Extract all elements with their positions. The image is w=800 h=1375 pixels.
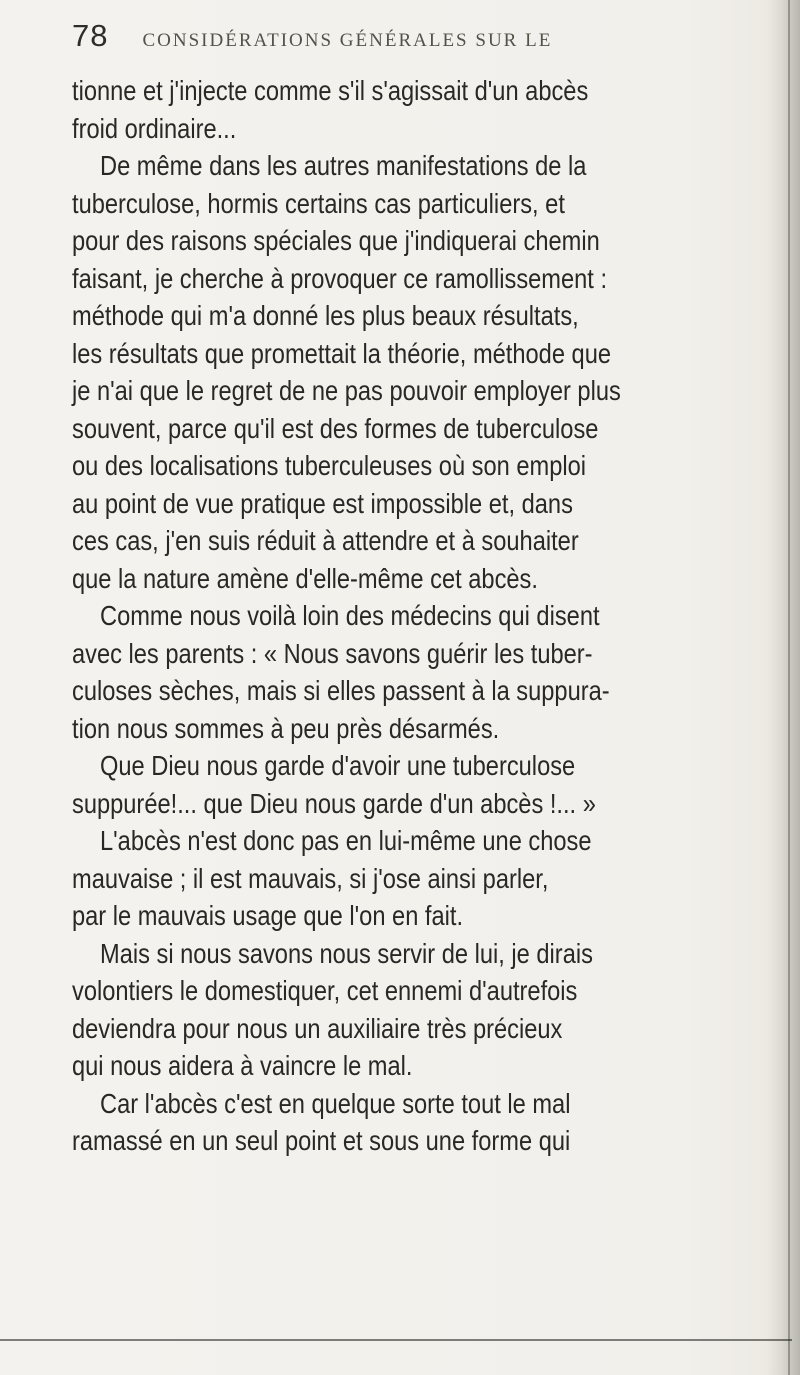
text-line-content: souvent, parce qu'il est des formes de tuberculose bbox=[72, 412, 599, 444]
text-line bbox=[72, 410, 722, 448]
text-line-content: tionne et j'injecte comme s'il s'agissait d'un abcès bbox=[72, 75, 589, 106]
page-edge-line bbox=[788, 0, 790, 1375]
text-line bbox=[72, 1010, 722, 1048]
text-line bbox=[72, 597, 722, 635]
text-line bbox=[72, 822, 722, 860]
page-edge-shadow bbox=[766, 0, 800, 1375]
text-line-content: ces cas, j'en suis réduit à attendre et à souhaiter bbox=[72, 525, 579, 556]
text-line bbox=[72, 710, 722, 748]
text-line-content: les résultats que promettait la théorie, méthode que bbox=[72, 337, 612, 369]
text-line bbox=[72, 372, 722, 410]
page-number: 78 bbox=[72, 18, 109, 53]
text-line-content: culoses sèches, mais si elles passent à la suppura- bbox=[72, 675, 610, 706]
text-line bbox=[72, 185, 722, 223]
text-line bbox=[72, 860, 722, 898]
text-line bbox=[72, 1085, 722, 1123]
text-line bbox=[72, 1122, 722, 1160]
text-line-content: Que Dieu nous garde d'avoir une tuberculose bbox=[100, 750, 576, 781]
text-line-content: froid ordinaire... bbox=[72, 112, 237, 144]
text-line-content: Car l'abcès c'est en quelque sorte tout le mal bbox=[100, 1087, 571, 1119]
running-head: CONSIDÉRATIONS GÉNÉRALES SUR LE bbox=[142, 30, 553, 51]
text-line bbox=[72, 560, 722, 598]
text-line bbox=[72, 672, 722, 710]
text-line-content: mauvaise ; il est mauvais, si j'ose ainsi parler, bbox=[72, 862, 549, 894]
text-line-content: tion nous sommes à peu près désarmés. bbox=[72, 712, 500, 744]
text-line-content: méthode qui m'a donné les plus beaux résultats, bbox=[72, 300, 579, 331]
text-line-content: L'abcès n'est donc pas en lui-même une chose bbox=[100, 825, 592, 856]
body-text bbox=[72, 72, 722, 1160]
text-line-content: Comme nous voilà loin des médecins qui disent bbox=[100, 600, 600, 631]
text-line-content: faisant, je cherche à provoquer ce ramollissement : bbox=[72, 262, 608, 294]
text-line-content: deviendra pour nous un auxiliaire très précieux bbox=[72, 1012, 563, 1044]
text-line bbox=[72, 335, 722, 373]
text-line-content: je n'ai que le regret de ne pas pouvoir employer plus bbox=[72, 375, 621, 406]
text-line-content: qui nous aidera à vaincre le mal. bbox=[72, 1050, 413, 1081]
text-line-content: volontiers le domestiquer, cet ennemi d'autrefois bbox=[72, 975, 578, 1006]
text-line bbox=[72, 72, 722, 110]
text-line-content: que la nature amène d'elle-même cet abcès. bbox=[72, 562, 538, 594]
text-line bbox=[72, 972, 722, 1010]
text-line-content: ramassé en un seul point et sous une forme qui bbox=[72, 1125, 571, 1156]
text-line-content: De même dans les autres manifestations de la bbox=[100, 150, 587, 181]
text-line-content: Mais si nous savons nous servir de lui, je dirais bbox=[100, 937, 593, 969]
text-line-content: avec les parents : « Nous savons guérir les tuber- bbox=[72, 637, 593, 669]
text-line bbox=[72, 222, 722, 260]
bottom-page-edge bbox=[0, 1339, 792, 1341]
text-line-content: pour des raisons spéciales que j'indiquerai chemin bbox=[72, 225, 600, 256]
text-line bbox=[72, 447, 722, 485]
text-line-content: par le mauvais usage que l'on en fait. bbox=[72, 900, 464, 931]
text-line bbox=[72, 785, 722, 823]
text-line bbox=[72, 260, 722, 298]
text-line bbox=[72, 897, 722, 935]
text-line bbox=[72, 147, 722, 185]
text-line bbox=[72, 635, 722, 673]
page-header bbox=[72, 18, 712, 58]
text-line bbox=[72, 485, 722, 523]
text-line bbox=[72, 522, 722, 560]
text-line bbox=[72, 1047, 722, 1085]
text-line-content: au point de vue pratique est impossible et, dans bbox=[72, 487, 573, 519]
text-line-content: suppurée!... que Dieu nous garde d'un abcès !... » bbox=[72, 787, 596, 819]
text-line bbox=[72, 110, 722, 148]
text-line bbox=[72, 297, 722, 335]
text-line bbox=[72, 747, 722, 785]
text-line-content: ou des localisations tuberculeuses où son emploi bbox=[72, 450, 587, 481]
text-line bbox=[72, 935, 722, 973]
text-line-content: tuberculose, hormis certains cas particuliers, et bbox=[72, 187, 565, 219]
